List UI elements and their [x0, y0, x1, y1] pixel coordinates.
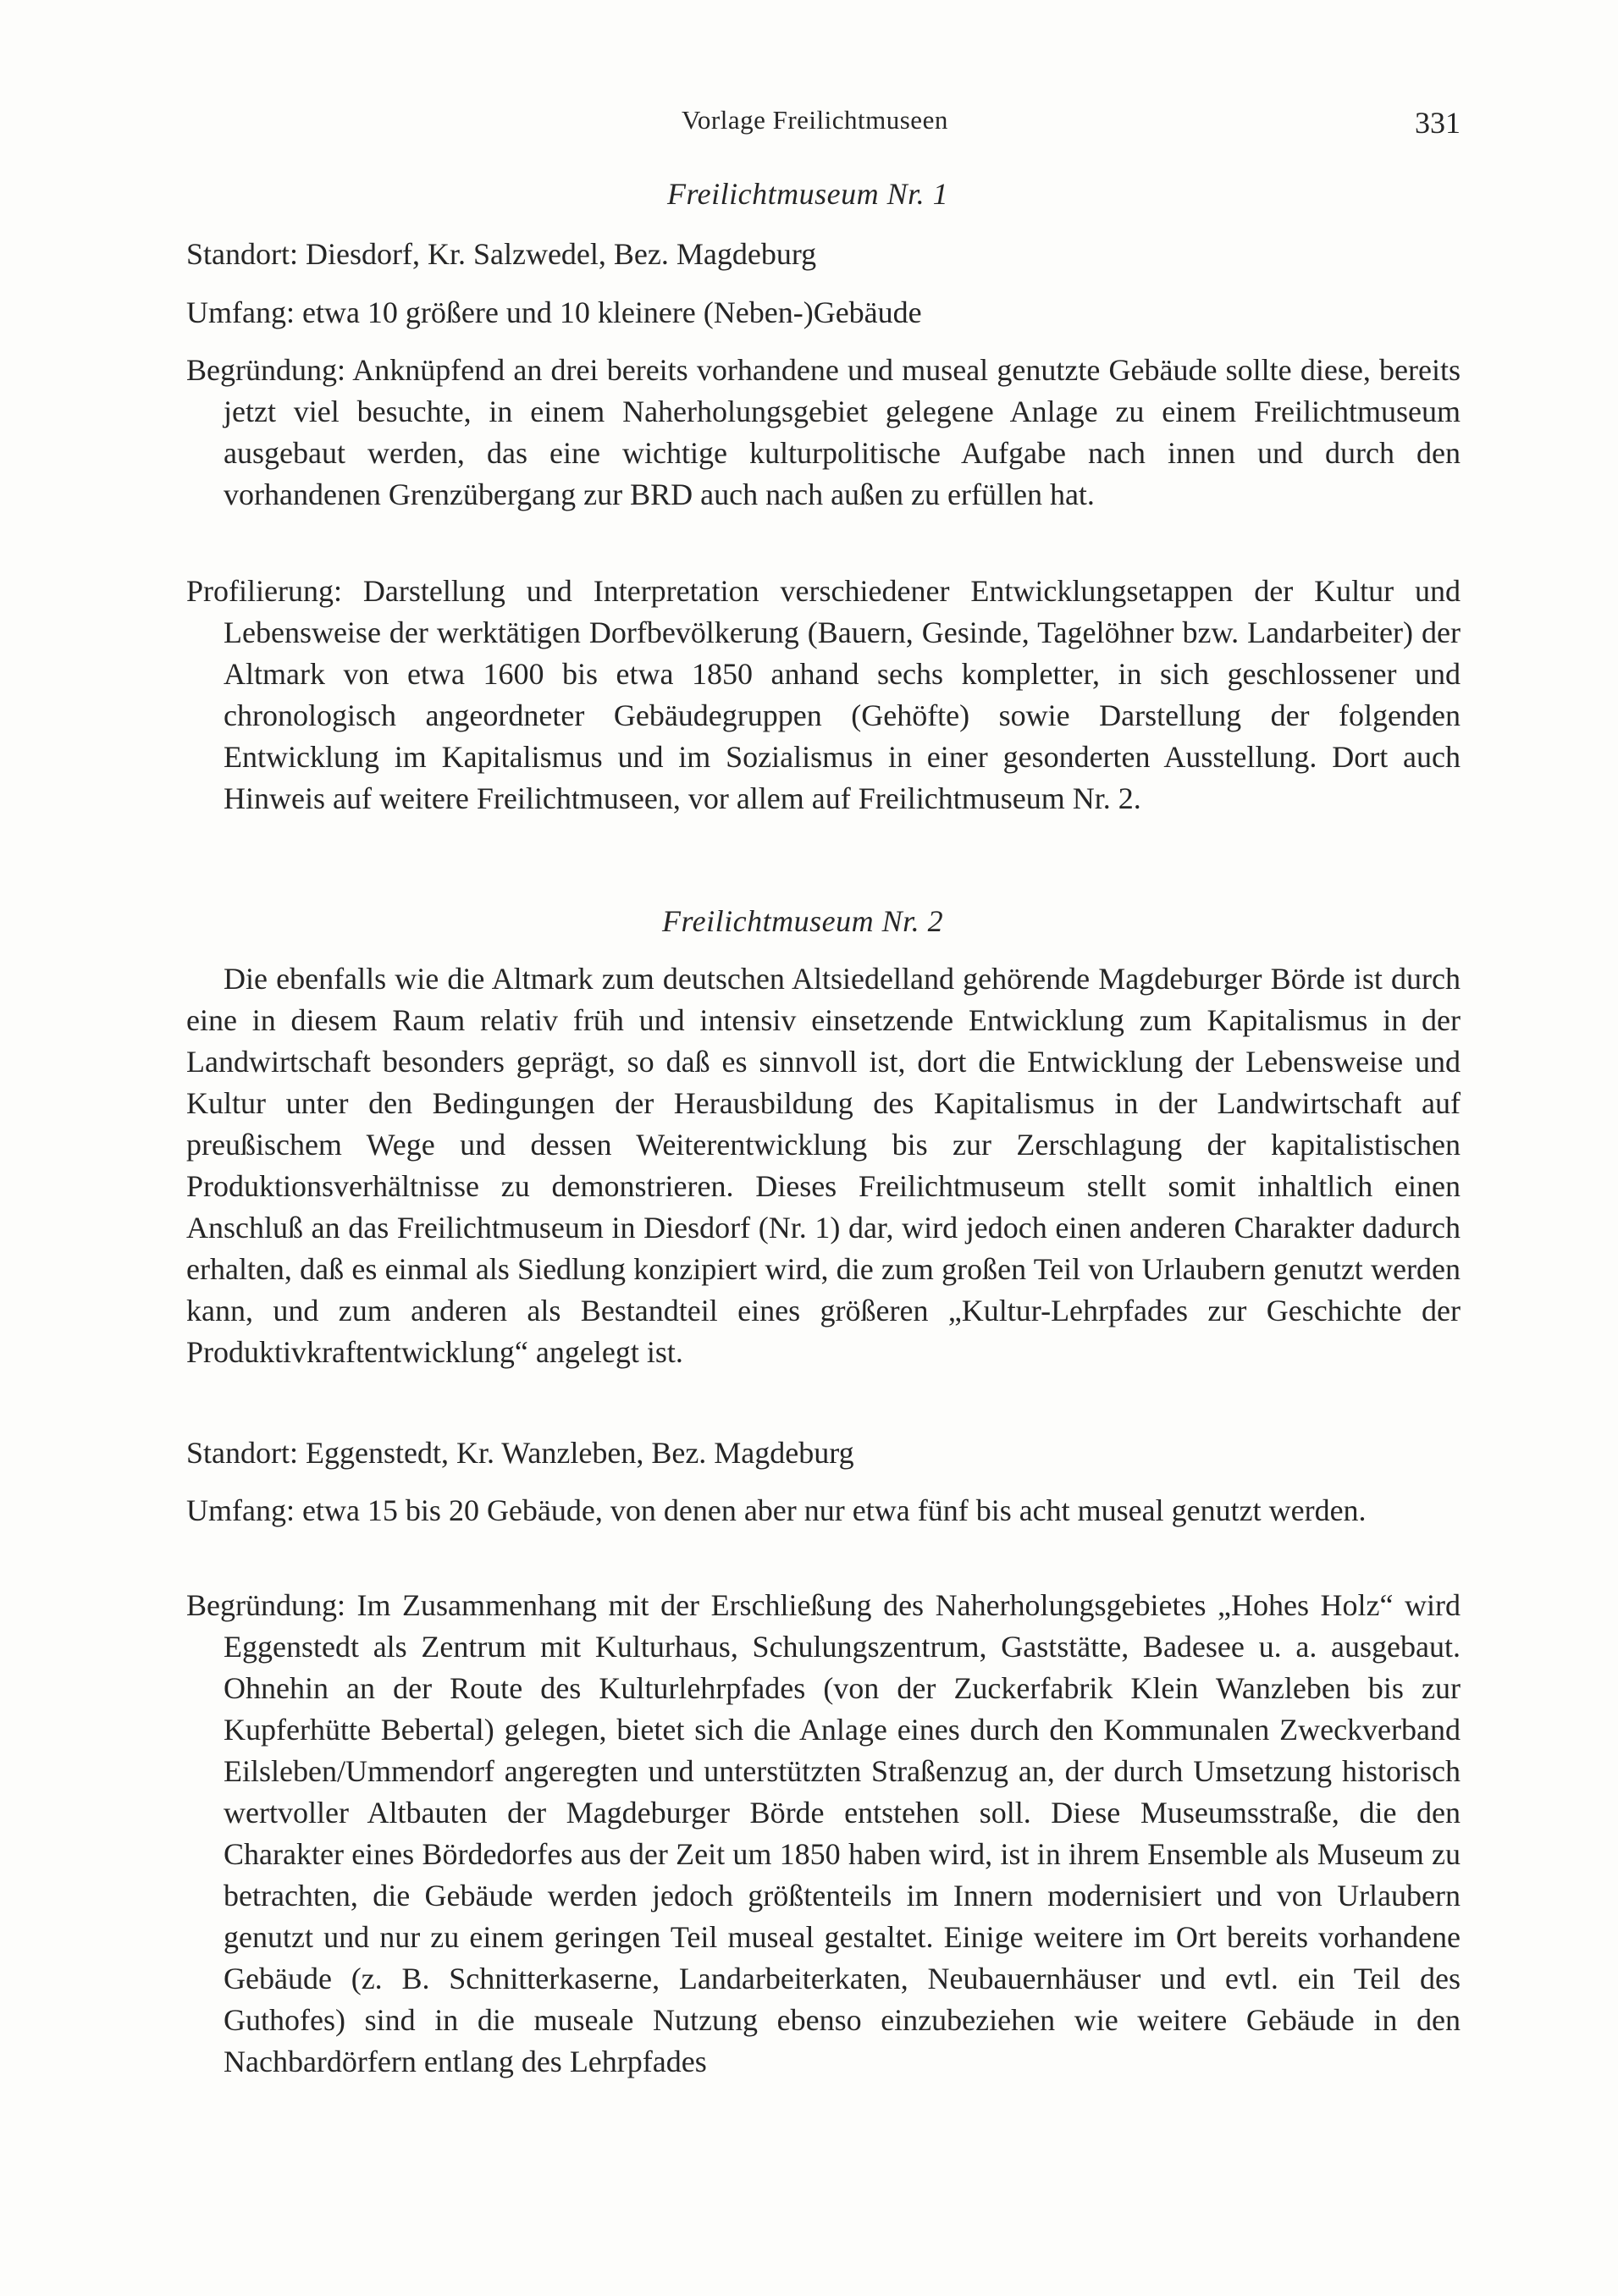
- section-title-museum-2: Freilichtmuseum Nr. 2: [662, 904, 944, 938]
- standort-text: Eggenstedt, Kr. Wanzleben, Bez. Magdeburg: [306, 1436, 854, 1470]
- umfang-label: Umfang:: [186, 1493, 295, 1527]
- begruendung-text: Im Zusammenhang mit der Erschließung des Naherholungsgebietes „Hohes Holz“ wird Eggenstedt als Zentrum mit Kulturhaus, Schulungszentrum, Gaststätte, Badesee u. a. ausgebaut. Ohnehin an der Route des Kulturlehrpfades (von der Zuckerfabrik Klein Wanzleben bis zur Kupferhütte Bebertal) gelegen, bietet sich die Anlage eines durch den Kommunalen Zweckverband Eilsleben/Ummendorf angeregten und unterstützten Straßenzug an, der durch Umsetzung historisch wertvoller Altbauten der Magdeburger Börde entstehen soll. Diese Museumsstraße, die den Charakter eines Bördedorfes aus der Zeit um 1850 haben wird, ist in ihrem Ensemble als Museum zu betrachten, die Gebäude werden jedoch größtenteils im Innern modernisiert und von Urlaubern genutzt und nur zu einem geringen Teil museal gestaltet. Einige weitere im Ort bereits vorhandene Gebäude (z. B. Schnitterkaserne, Landarbeiterkaten, Neubauernhäuser und evtl. ein Teil des Guthofes) sind in die museale Nutzung ebenso einzubeziehen wie weitere Gebäude in den Nachbardörfern entlang des Lehrpfades: [224, 1588, 1461, 2078]
- museum-2-begruendung: [186, 1585, 1461, 2083]
- profilierung-text: Darstellung und Interpretation verschiedener Entwicklungsetappen der Kultur und Lebensweise der werktätigen Dorfbevölkerung (Bauern, Gesinde, Tagelöhner bzw. Landarbeiter) der Altmark von etwa 1600 bis etwa 1850 anhand sechs kompletter, in sich geschlossener und chronologisch angeordneter Gebäudegruppen (Gehöfte) sowie Darstellung der folgenden Entwicklung im Kapitalismus und im Sozialismus in einer gesonderten Ausstellung. Dort auch Hinweis auf weitere Freilichtmuseen, vor allem auf Freilichtmuseum Nr. 2.: [224, 574, 1461, 815]
- museum-2-intro: Die ebenfalls wie die Altmark zum deutschen Altsiedelland gehörende Magdeburger Börde ist durch eine in diesem Raum relativ früh und intensiv einsetzende Entwicklung zum Kapitalismus in der Landwirtschaft besonders geprägt, so daß es sinnvoll ist, dort die Entwicklung der Lebensweise und Kultur unter den Bedingungen der Herausbildung des Kapitalismus in der Landwirtschaft auf preußischem Wege und dessen Weiterentwicklung bis zur Zerschlagung der kapitalistischen Produktionsverhältnisse zu demonstrieren. Dieses Freilichtmuseum stellt somit inhaltlich einen Anschluß an das Freilichtmuseum in Diesdorf (Nr. 1) dar, wird jedoch einen anderen Charakter dadurch erhalten, daß es einmal als Siedlung konzipiert wird, die zum großen Teil von Urlaubern genutzt werden kann, und zum anderen als Bestandteil eines größeren „Kultur-Lehrpfades zur Geschichte der Produktivkraftentwicklung“ angelegt ist.: [186, 962, 1461, 1369]
- page-number: 331: [1415, 106, 1461, 140]
- umfang-text: etwa 10 größere und 10 kleinere (Neben-)Gebäude: [301, 295, 922, 329]
- running-head: Vorlage Freilichtmuseen: [682, 105, 948, 135]
- section-title-museum-1: Freilichtmuseum Nr. 1: [667, 177, 949, 211]
- museum-1-begruendung: [186, 350, 1461, 516]
- standort-label: Standort:: [186, 1436, 298, 1470]
- profilierung-label: Profilierung:: [186, 574, 342, 608]
- begruendung-label: Begründung:: [186, 1588, 345, 1622]
- begruendung-text: Anknüpfend an drei bereits vorhandene und museal genutzte Gebäude sollte diese, bereits jetzt viel besuchte, in einem Naherholungsgebiet gelegene Anlage zu einem Freilichtmuseum ausgebaut werden, das eine wichtige kulturpolitische Aufgabe nach innen und durch den vorhandenen Grenzübergang zur BRD auch nach außen zu erfüllen hat.: [224, 353, 1461, 511]
- museum-2-standort: [186, 1432, 1461, 1474]
- umfang-text: etwa 15 bis 20 Gebäude, von denen aber nur etwa fünf bis acht museal genutzt werden.: [301, 1493, 1367, 1527]
- museum-1-umfang: [186, 292, 1461, 334]
- standort-text: Diesdorf, Kr. Salzwedel, Bez. Magdeburg: [306, 237, 817, 271]
- museum-1-standort: [186, 234, 1461, 275]
- museum-1-profilierung: [186, 571, 1461, 820]
- begruendung-label: Begründung:: [186, 353, 345, 387]
- standort-label: Standort:: [186, 237, 298, 271]
- umfang-label: Umfang:: [186, 295, 295, 329]
- museum-2-umfang: [186, 1490, 1461, 1532]
